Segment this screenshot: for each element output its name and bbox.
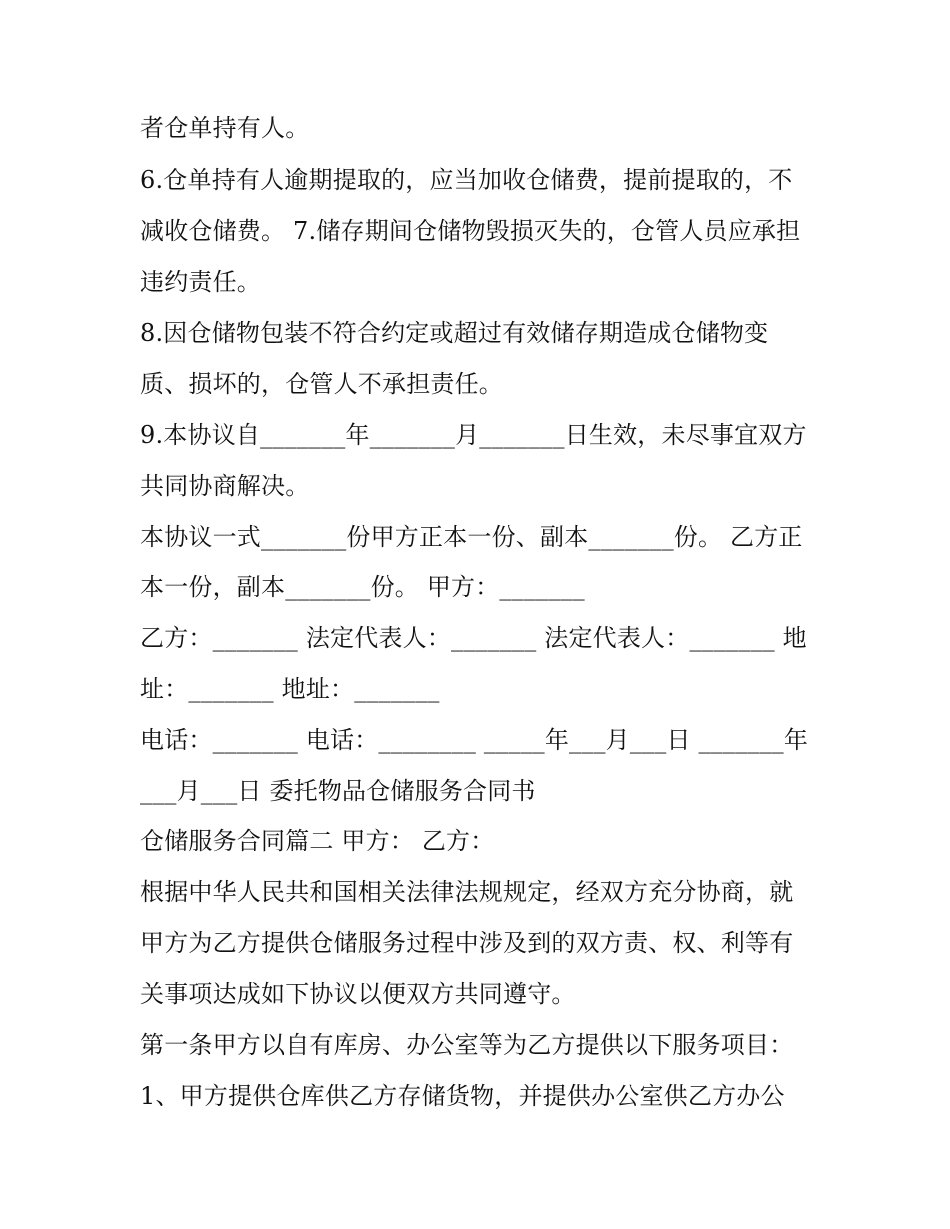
text-line: 仓储服务合同篇二 甲方： 乙方： [140,827,495,855]
text-line: 关事项达成如下协议以便双方共同遵守。 [140,980,576,1008]
text-line: 共同协商解决。 [140,472,310,500]
text-line: 乙方：_______ 法定代表人：_______ 法定代表人：_______ 地 [140,624,807,652]
text-line: 违约责任。 [140,268,261,296]
text-line: 电话：_______ 电话：________ _____年___月___日 _______年 [140,726,809,754]
text-line: 本协议一式_______份甲方正本一份、副本_______份。 乙方正 [140,523,803,551]
text-line: 根据中华人民共和国相关法律法规规定，经双方充分协商，就 [140,878,794,906]
text-line: 8.因仓储物包装不符合约定或超过有效储存期造成仓储物变 [140,319,769,347]
text-line: 6.仓单持有人逾期提取的，应当加收仓储费，提前提取的，不 [140,166,793,194]
text-line: 址：_______ 地址：_______ [140,675,440,703]
text-line: 质、损坏的，仓管人不承担责任。 [140,370,503,398]
text-line: 本一份，副本_______份。 甲方：_______ [140,573,585,601]
text-line: ___月___日 委托物品仓储服务合同书 [140,777,536,805]
text-line: 1、甲方提供仓库供乙方存储货物，并提供办公室供乙方办公 [140,1082,785,1110]
text-line: 减收仓储费。 7.储存期间仓储物毁损灭失的，仓管人员应承担 [140,217,801,245]
text-line: 第一条甲方以自有库房、办公室等为乙方提供以下服务项目： [140,1031,794,1059]
text-line: 者仓单持有人。 [140,114,310,142]
text-line: 甲方为乙方提供仓储服务过程中涉及到的双方责、权、利等有 [140,929,794,957]
text-line: 9.本协议自_______年_______月_______日生效，未尽事宜双方 [140,421,807,449]
